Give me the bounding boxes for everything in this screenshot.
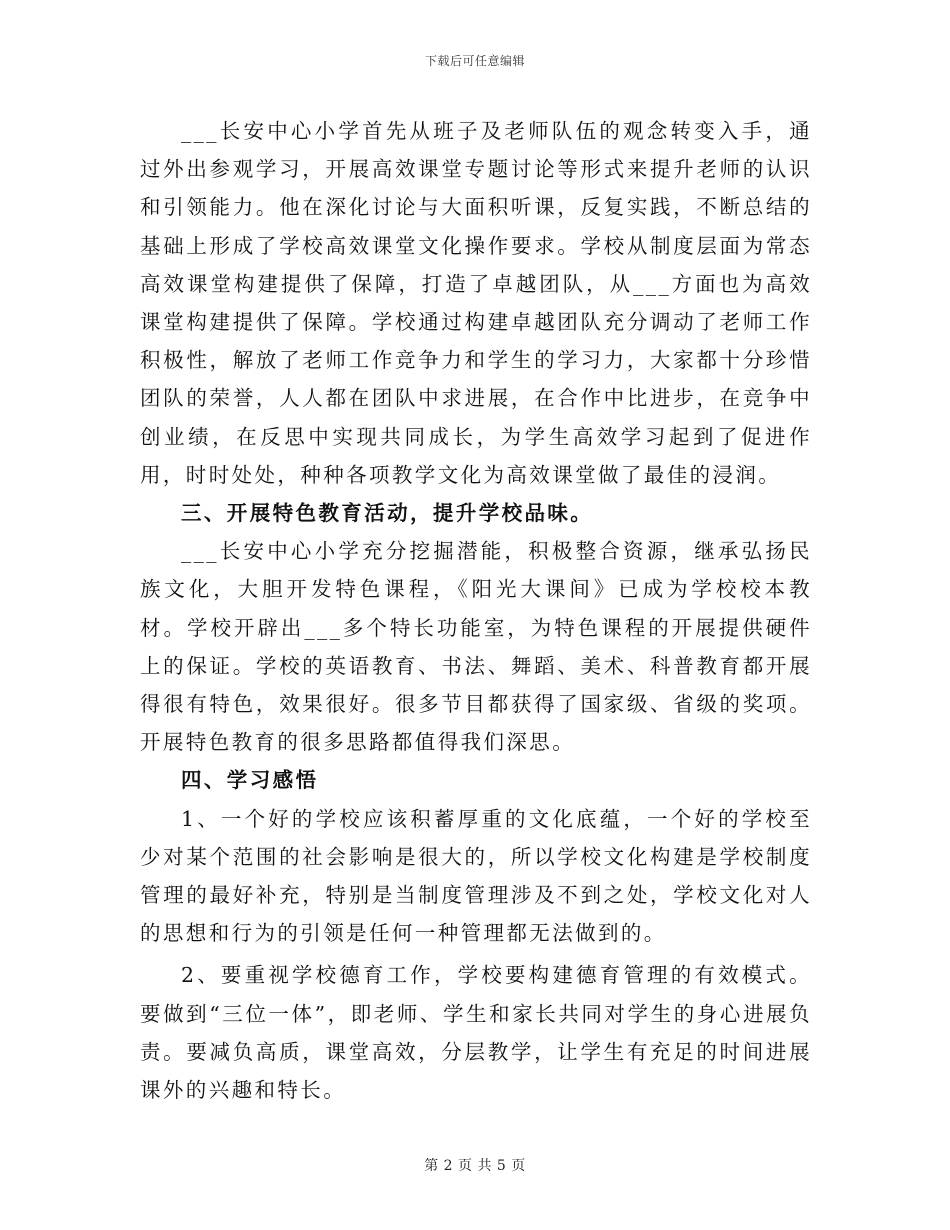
insight-item-1: 1、一个好的学校应该积蓄厚重的文化底蕴，一个好的学校至少对某个范围的社会影响是很大的，所以学校文化构建是学校制度管理的最好补充，特别是当制度管理涉及不到之处，学校文化对人的思想和行为的引领是任何一种管理都无法做到的。 — [140, 806, 812, 946]
section-heading-4: 四、学习感悟 — [181, 768, 319, 793]
page-number: 第 2 页 共 5 页 — [424, 1158, 526, 1174]
section-heading-3: 三、开展特色教育活动，提升学校品味。 — [181, 501, 594, 526]
document-body — [140, 112, 812, 1109]
page-header: 下载后可任意编辑 — [424, 54, 525, 68]
insight-item-2: 2、要重视学校德育工作，学校要构建德育管理的有效模式。要做到“三位一体”，即老师、学生和家长共同对学生的身心进展负责。要减负高质，课堂高效，分层教学，让学生有充足的时间进展课外的兴趣和特长。 — [140, 963, 812, 1103]
paragraph-special-education: ___长安中心小学充分挖掘潜能，积极整合资源，继承弘扬民族文化，大胆开发特色课程，《阳光大课间》已成为学校校本教材。学校开辟出___多个特长功能室，为特色课程的开展提供硬件上的保证。学校的英语教育、书法、舞蹈、美术、科普教育都开展得很有特色，效果很好。很多节目都获得了国家级、省级的奖项。开展特色教育的很多思路都值得我们深思。 — [140, 539, 812, 755]
paragraph-team-building: ___长安中心小学首先从班子及老师队伍的观念转变入手，通过外出参观学习，开展高效课堂专题讨论等形式来提升老师的认识和引领能力。他在深化讨论与大面积听课，反复实践，不断总结的基础上形成了学校高效课堂文化操作要求。学校从制度层面为常态高效课堂构建提供了保障，打造了卓越团队，从___方面也为高效课堂构建提供了保障。学校通过构建卓越团队充分调动了老师工作积极性，解放了老师工作竞争力和学生的学习力，大家都十分珍惜团队的荣誉，人人都在团队中求进展，在合作中比进步，在竞争中创业绩，在反思中实现共同成长，为学生高效学习起到了促进作用，时时处处，种种各项教学文化为高效课堂做了最佳的浸润。 — [140, 119, 812, 487]
